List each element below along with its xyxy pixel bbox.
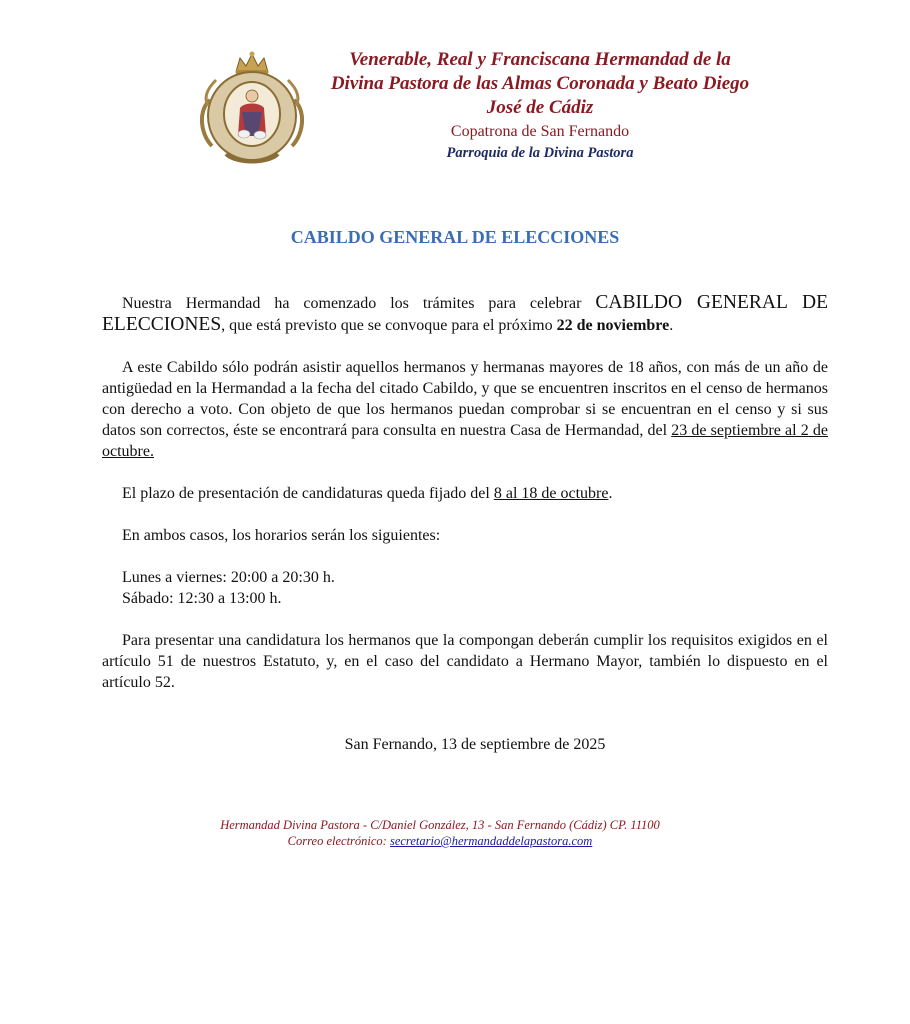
header-title-line3: José de Cádiz	[486, 97, 594, 118]
paragraph-5: Para presentar una candidatura los hermanos que la compongan deberán cumplir los requisitos exigidos en el artículo 51 de nuestros Estatuto, y, en el caso del candidato a Hermano Mayor, también lo dispuesto en el artículo 52.	[102, 632, 828, 691]
p2-dates: 23 de septiembre al 2 de octubre.	[102, 422, 828, 460]
p1-date: 22 de noviembre	[556, 317, 670, 334]
hours-weekdays: Lunes a viernes: 20:00 a 20:30 h.	[122, 569, 335, 586]
footer-email-line	[150, 833, 730, 849]
p1-text-2: , que está previsto que se convoque para el próximo	[221, 317, 557, 334]
header-title-line2: Divina Pastora de las Almas Coronada y Beato Diego	[330, 73, 750, 94]
footer-address: Hermandad Divina Pastora - C/Daniel González, 13 - San Fernando (Cádiz) CP. 11100	[220, 818, 660, 832]
p2-text: A este Cabildo sólo podrán asistir aquellos hermanos y hermanas mayores de 18 años, con más de un año de antigüedad en la Hermandad a la fecha del citado Cabildo, y que se encuentren inscritos en el censo de hermanos con derecho a voto. Con objeto de que los hermanos puedan comprobar si se encuentran en el censo y si sus datos son correctos, éste se encontrará para consulta en nuestra Casa de Hermandad, del	[102, 359, 828, 439]
p3-dates: 8 al 18 de octubre	[493, 485, 609, 502]
paragraph-2	[102, 357, 828, 462]
header-title-line1: Venerable, Real y Franciscana Hermandad de la	[349, 49, 731, 70]
brotherhood-header	[300, 48, 780, 163]
paragraph-1	[102, 292, 828, 336]
header-subtitle: Copatrona de San Fernando	[450, 123, 630, 140]
header-parish: Parroquia de la Divina Pastora	[446, 145, 634, 161]
p3-period: .	[608, 485, 613, 502]
p1-emphasis: CABILDO GENERAL DE ELECCIONES	[102, 292, 829, 335]
signature-place-date: San Fernando, 13 de septiembre de 2025	[344, 736, 606, 753]
paragraph-4: En ambos casos, los horarios serán los siguientes:	[122, 527, 441, 544]
footer	[150, 817, 730, 849]
footer-email-label: Correo electrónico:	[287, 834, 390, 848]
document-body	[102, 292, 828, 693]
coat-of-arms-icon	[196, 50, 308, 166]
p1-text: Nuestra Hermandad ha comenzado los trámites para celebrar	[122, 295, 596, 312]
paragraph-3	[102, 483, 828, 504]
email-link[interactable]: secretario@hermandaddelapastora.com	[389, 834, 593, 848]
hours-saturday: Sábado: 12:30 a 13:00 h.	[122, 590, 282, 607]
p1-period: .	[669, 317, 674, 334]
p3-text: El plazo de presentación de candidaturas queda fijado del	[122, 485, 494, 502]
document-title: CABILDO GENERAL DE ELECCIONES	[290, 227, 620, 247]
